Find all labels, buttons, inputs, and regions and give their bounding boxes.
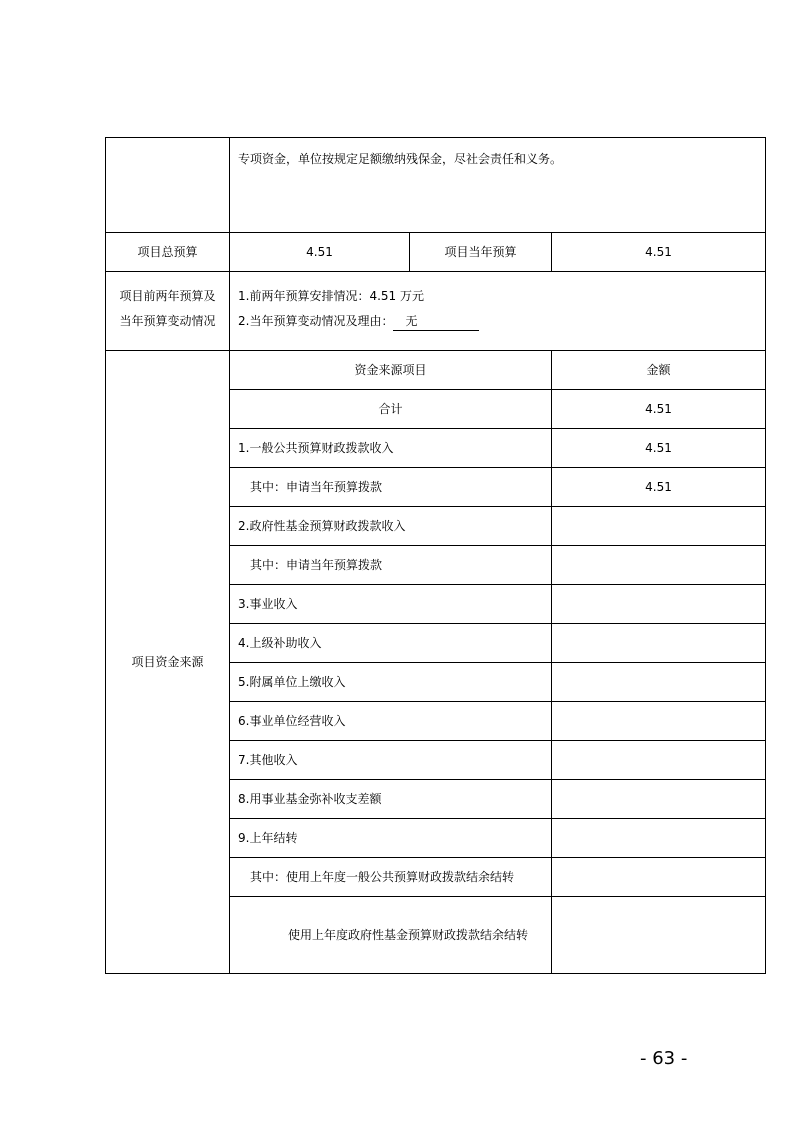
funding-header-source: 资金来源项目	[230, 351, 552, 390]
funding-row-amount	[552, 624, 766, 663]
funding-header-amount: 金额	[552, 351, 766, 390]
total-budget-label: 项目总预算	[106, 233, 230, 272]
funding-row-label: 7.其他收入	[230, 741, 552, 780]
funding-row-amount	[552, 507, 766, 546]
funding-row-amount	[552, 546, 766, 585]
funding-row-label: 1.一般公共预算财政拨款收入	[230, 429, 552, 468]
total-budget-value: 4.51	[230, 233, 410, 272]
funding-row-label: 使用上年度政府性基金预算财政拨款结余结转	[230, 897, 552, 974]
prev-budget-row	[106, 272, 766, 351]
funding-row-amount	[552, 585, 766, 624]
page-number: - 63 -	[640, 1048, 688, 1069]
funding-row-label: 3.事业收入	[230, 585, 552, 624]
prev-budget-label-line2: 当年预算变动情况	[119, 314, 216, 329]
funding-section-label: 项目资金来源	[106, 351, 230, 974]
intro-text: 专项资金，单位按规定足额缴纳残保金，尽社会责任和义务。	[230, 138, 766, 233]
budget-table	[105, 137, 766, 974]
prev-budget-label-line1: 项目前两年预算及	[119, 289, 216, 303]
funding-row-label: 8.用事业基金弥补收支差额	[230, 780, 552, 819]
prev-budget-item1: 1.前两年预算安排情况：4.51 万元	[238, 289, 424, 303]
funding-row-label: 其中：申请当年预算拨款	[230, 468, 552, 507]
prev-budget-item2-value: 无	[393, 314, 479, 331]
funding-row-label: 2.政府性基金预算财政拨款收入	[230, 507, 552, 546]
funding-row-label: 其中：申请当年预算拨款	[230, 546, 552, 585]
funding-row-label: 5.附属单位上缴收入	[230, 663, 552, 702]
blank-cell	[106, 138, 230, 233]
funding-row-amount	[552, 663, 766, 702]
funding-row-amount	[552, 819, 766, 858]
funding-row-amount	[552, 702, 766, 741]
funding-row-amount: 4.51	[552, 468, 766, 507]
funding-row-label: 6.事业单位经营收入	[230, 702, 552, 741]
funding-row-label: 4.上级补助收入	[230, 624, 552, 663]
funding-header-row	[106, 351, 766, 390]
prev-budget-label	[106, 272, 230, 351]
funding-row-label: 9.上年结转	[230, 819, 552, 858]
funding-row-amount	[552, 858, 766, 897]
budget-row	[106, 233, 766, 272]
funding-row-amount	[552, 897, 766, 974]
funding-row-amount	[552, 741, 766, 780]
intro-row	[106, 138, 766, 233]
funding-total-amount: 4.51	[552, 390, 766, 429]
funding-row-amount: 4.51	[552, 429, 766, 468]
prev-budget-item2-prefix: 2.当年预算变动情况及理由：	[238, 314, 394, 329]
current-budget-label: 项目当年预算	[410, 233, 552, 272]
current-budget-value: 4.51	[552, 233, 766, 272]
funding-row-amount	[552, 780, 766, 819]
funding-row-label: 其中：使用上年度一般公共预算财政拨款结余结转	[230, 858, 552, 897]
funding-total-label: 合计	[230, 390, 552, 429]
prev-budget-content	[230, 272, 766, 351]
